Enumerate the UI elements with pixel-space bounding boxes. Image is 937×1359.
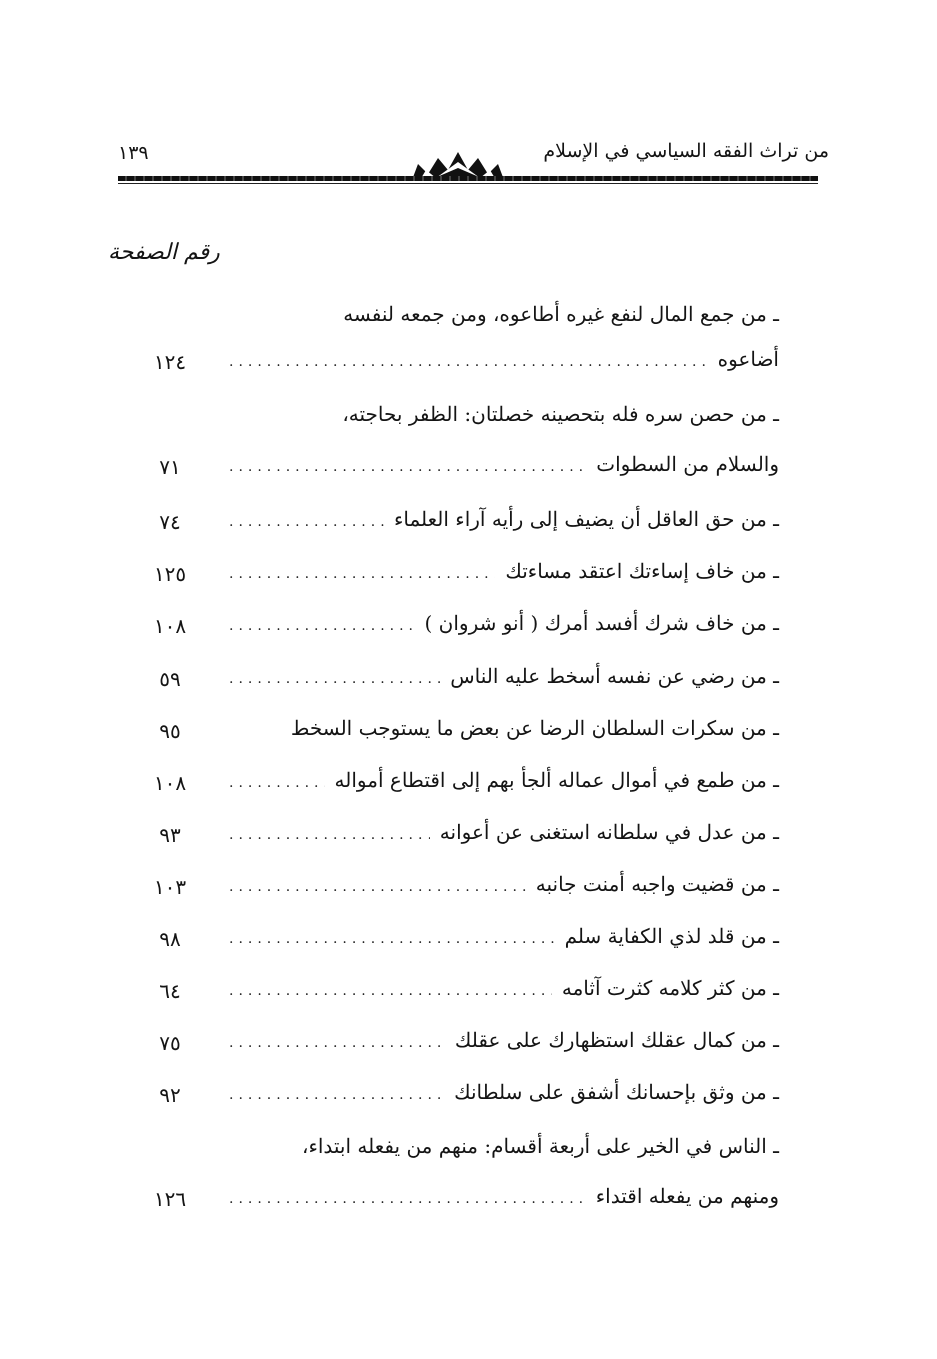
entry-page-number: ١٠٨	[153, 771, 187, 795]
entry-text: ـ من رضي عن نفسه أسخط عليه الناس	[450, 664, 779, 688]
index-entry	[219, 1134, 779, 1170]
dot-leader	[229, 827, 430, 843]
entry-text: أضاعوه	[717, 347, 779, 371]
index-entry	[219, 768, 779, 804]
dot-leader	[229, 566, 495, 582]
entry-text: ـ من وثق بإحسانك أشفق على سلطانك	[454, 1080, 779, 1104]
entry-text: ـ من خاف إساءتك اعتقد مساءتك	[505, 559, 779, 583]
entry-page-number: ١٠٨	[153, 614, 187, 638]
entry-text: ـ من سكرات السلطان الرضا عن بعض ما يستوجب السخط	[290, 716, 779, 740]
index-entry	[219, 611, 779, 647]
dot-leader	[229, 1191, 586, 1207]
dot-leader	[229, 1035, 445, 1051]
index-entry	[219, 402, 779, 438]
index-entry	[219, 452, 779, 488]
entry-page-number: ١٢٦	[153, 1187, 187, 1211]
entry-page-number: ٩٨	[159, 927, 181, 951]
dot-leader	[229, 459, 586, 475]
entry-page-number: ١٢٥	[153, 562, 187, 586]
entry-page-number: ١٠٣	[153, 875, 187, 899]
entry-page-number: ٦٤	[159, 979, 181, 1003]
entry-text: ـ من طمع في أموال عماله ألجأ بهم إلى اقتطاع أمواله	[334, 768, 779, 792]
column-heading: رقم الصفحة	[108, 240, 220, 265]
dot-leader	[229, 983, 552, 999]
dot-leader	[229, 618, 415, 634]
header-rule	[118, 176, 818, 181]
index-entry	[219, 1184, 779, 1220]
index-entry	[219, 664, 779, 700]
entry-text: والسلام من السطوات	[596, 452, 779, 476]
entry-page-number: ٧١	[159, 455, 181, 479]
index-entry	[219, 820, 779, 856]
entry-text: ـ من حق العاقل أن يضيف إلى رأيه آراء العلماء	[393, 507, 779, 531]
dot-leader	[229, 671, 440, 687]
entry-text: ـ من عدل في سلطانه استغنى عن أعوانه	[439, 820, 779, 844]
entry-text: ـ من قضيت واجبه أمنت جانبه	[535, 872, 779, 896]
running-title: من تراث الفقه السياسي في الإسلام	[543, 140, 829, 162]
index-entry	[219, 872, 779, 908]
dot-leader	[229, 1087, 444, 1103]
entry-text: ـ الناس في الخير على أربعة أقسام: منهم من يفعله ابتداء،	[301, 1134, 779, 1158]
entry-text: ـ من قلد لذي الكفاية سلم	[564, 924, 779, 948]
page-number: ١٣٩	[118, 142, 149, 164]
index-entry	[219, 976, 779, 1012]
entry-text: ـ من كمال عقلك استظهارك على عقلك	[454, 1028, 779, 1052]
dot-leader	[229, 931, 555, 947]
entry-page-number: ١٢٤	[153, 350, 187, 374]
index-entry	[219, 347, 779, 383]
index-entry	[219, 924, 779, 960]
dot-leader	[229, 514, 384, 530]
entry-text: ـ من خاف شرك أفسد أمرك ( أنو شروان )	[424, 611, 779, 635]
entry-page-number: ٥٩	[159, 667, 181, 691]
entry-text: ومنهم من يفعله اقتداء	[595, 1184, 779, 1208]
entry-text: ـ من كثر كلامه كثرت آثامه	[561, 976, 779, 1000]
entry-page-number: ٩٥	[159, 719, 181, 743]
entry-page-number: ٩٣	[159, 823, 181, 847]
index-entry	[219, 507, 779, 543]
index-entry	[219, 559, 779, 595]
index-entry	[219, 1080, 779, 1116]
index-entry	[219, 1028, 779, 1064]
entry-page-number: ٩٢	[159, 1083, 181, 1107]
dot-leader	[229, 879, 526, 895]
header-rule-thin	[118, 183, 818, 184]
entry-text: ـ من جمع المال لنفع غيره أطاعوه، ومن جمعه لنفسه	[343, 302, 779, 326]
entry-page-number: ٧٥	[159, 1031, 181, 1055]
index-entry	[219, 716, 779, 752]
dot-leader	[229, 775, 325, 791]
dot-leader	[229, 354, 708, 370]
index-entry	[219, 302, 779, 338]
entry-page-number: ٧٤	[159, 510, 181, 534]
entry-text: ـ من حصن سره فله بتحصينه خصلتان: الظفر بحاجته،	[342, 402, 779, 426]
